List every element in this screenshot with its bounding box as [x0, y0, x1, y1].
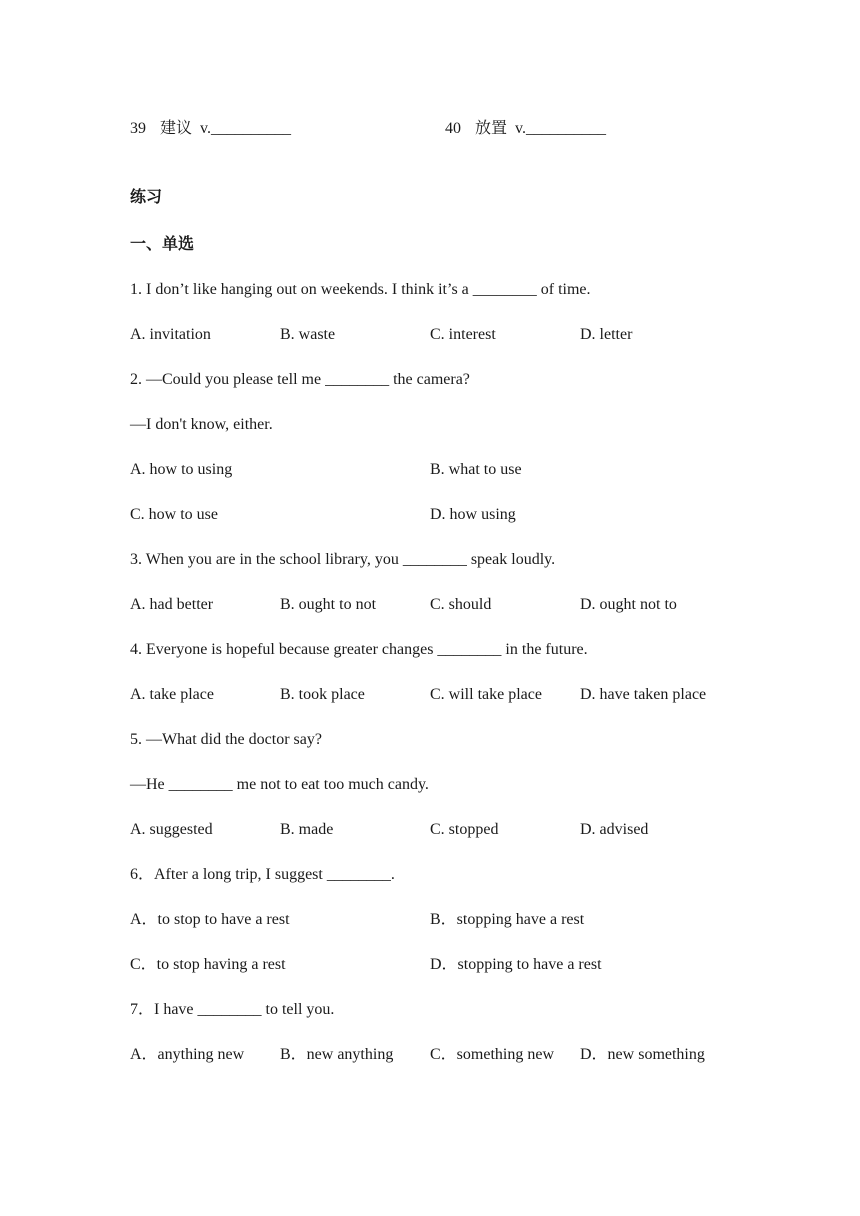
- q6-option-d: D．stopping to have a rest: [430, 956, 602, 973]
- q7-option-a: A．anything new: [130, 1046, 245, 1063]
- question-6-stem: 6．After a long trip, I suggest ________.: [130, 866, 395, 883]
- q3-option-c: C. should: [430, 596, 492, 613]
- q5-option-c: C. stopped: [430, 821, 499, 838]
- q5-option-d: D. advised: [580, 821, 649, 838]
- question-5-stem: 5. —What did the doctor say?: [130, 731, 322, 748]
- q2-option-c: C. how to use: [130, 506, 218, 523]
- vocab-word: 放置: [475, 118, 508, 137]
- q4-option-b: B. took place: [280, 686, 365, 703]
- vocab-number: 39: [130, 120, 146, 137]
- question-1-stem: 1. I don’t like hanging out on weekends. I think it’s a ________ of time.: [130, 281, 591, 298]
- q2-option-b: B. what to use: [430, 461, 522, 478]
- q6-option-b: B．stopping have a rest: [430, 911, 585, 928]
- vocab-blank: v.__________: [200, 120, 291, 137]
- question-2-stem-reply: —I don't know, either.: [130, 416, 273, 433]
- q3-option-b: B. ought to not: [280, 596, 377, 613]
- q4-option-a: A. take place: [130, 686, 214, 703]
- q7-option-d: D．new something: [580, 1046, 705, 1063]
- q3-option-d: D. ought not to: [580, 596, 677, 613]
- q4-option-c: C. will take place: [430, 686, 542, 703]
- q5-option-b: B. made: [280, 821, 334, 838]
- q4-option-d: D. have taken place: [580, 686, 707, 703]
- q6-option-c: C．to stop having a rest: [130, 956, 286, 973]
- q1-option-d: D. letter: [580, 326, 633, 343]
- q3-option-a: A. had better: [130, 596, 214, 613]
- section-title: 练习: [130, 187, 163, 206]
- q2-option-a: A. how to using: [130, 461, 233, 478]
- q5-option-a: A. suggested: [130, 821, 213, 838]
- vocab-number: 40: [445, 120, 461, 137]
- q7-option-b: B．new anything: [280, 1046, 394, 1063]
- vocab-item-40: [445, 118, 606, 139]
- question-4-stem: 4. Everyone is hopeful because greater changes ________ in the future.: [130, 641, 588, 658]
- vocab-item-39: [130, 118, 291, 139]
- vocab-word: 建议: [160, 118, 193, 137]
- question-2-stem: 2. —Could you please tell me ________ the camera?: [130, 371, 470, 388]
- vocab-blank: v.__________: [515, 120, 606, 137]
- q6-option-a: A．to stop to have a rest: [130, 911, 290, 928]
- q7-option-c: C．something new: [430, 1046, 554, 1063]
- q1-option-c: C. interest: [430, 326, 496, 343]
- q2-option-d: D. how using: [430, 506, 516, 523]
- question-5-stem-reply: —He ________ me not to eat too much candy.: [130, 776, 429, 793]
- question-3-stem: 3. When you are in the school library, you ________ speak loudly.: [130, 551, 556, 568]
- q1-option-b: B. waste: [280, 326, 336, 343]
- question-7-stem: 7．I have ________ to tell you.: [130, 1001, 335, 1018]
- part-title: 一、单选: [130, 234, 195, 253]
- q1-option-a: A. invitation: [130, 326, 211, 343]
